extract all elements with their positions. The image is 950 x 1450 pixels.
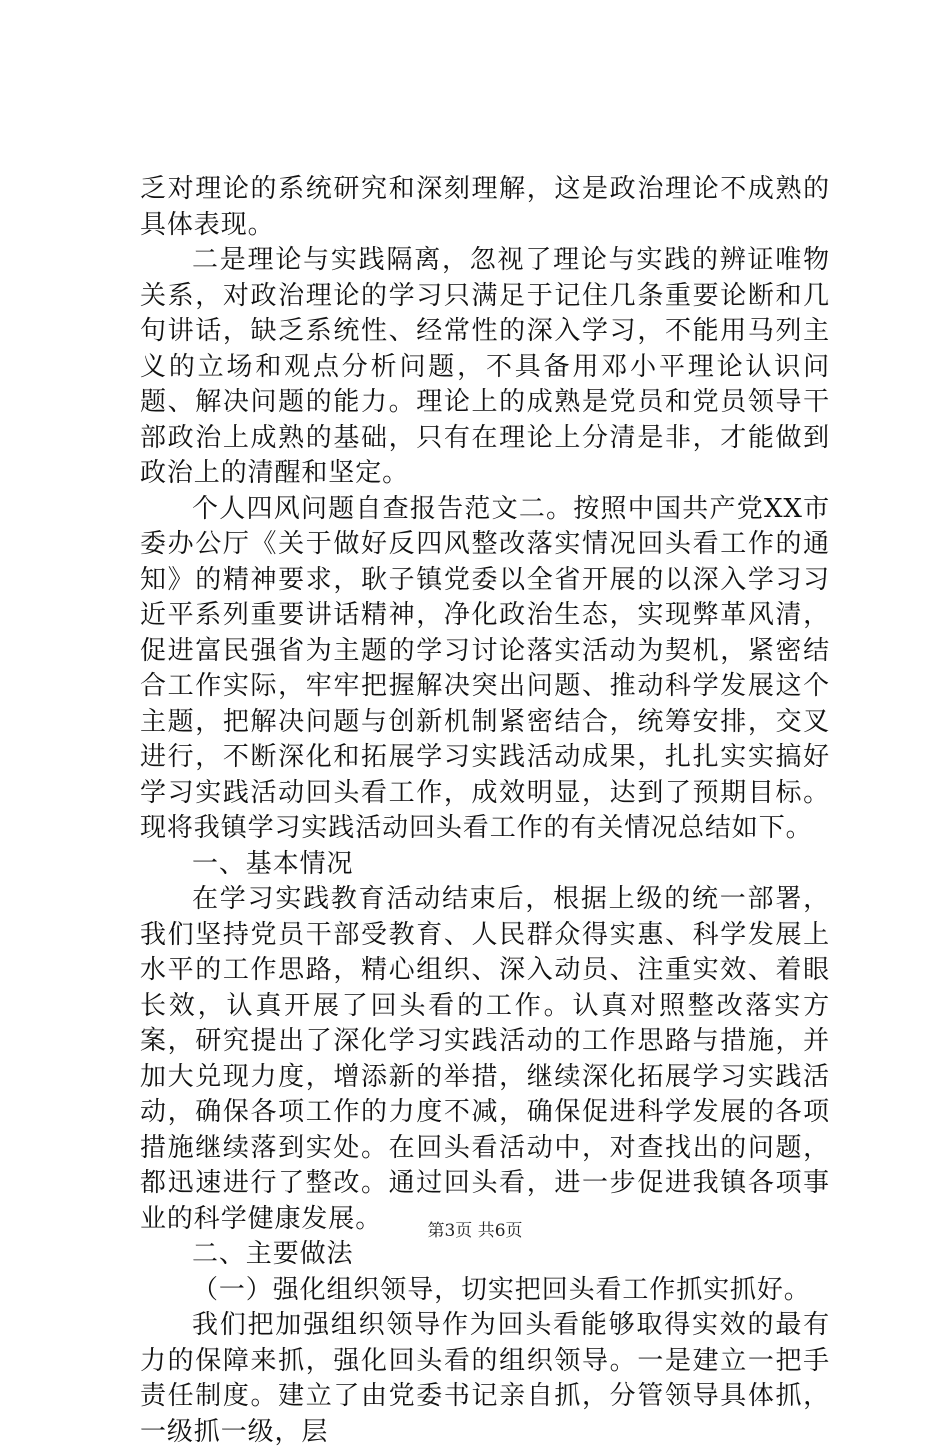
paragraph-1: 乏对理论的系统研究和深刻理解，这是政治理论不成熟的具体表现。 (140, 174, 830, 240)
paragraph-5: 我们把加强组织领导作为回头看能够取得实效的最有力的保障来抓，强化回头看的组织领导。一是建立一把手责任制度。建立了由党委书记亲自抓，分管领导具体抓，一级抓一级，层 (140, 1310, 830, 1447)
paragraph-4: 在学习实践教育活动结束后，根据上级的统一部署，我们坚持党员干部受教育、人民群众得实惠、科学发展上水平的工作思路，精心组织、深入动员、注重实效、着眼长效，认真开展了回头看的工作。认真对照整改落实方案，研究提出了深化学习实践活动的工作思路与措施，并加大兑现力度，增添新的举措，继续深化拓展学习实践活动，确保各项工作的力度不减，确保促进科学发展的各项措施继续落到实处。在回头看活动中，对查找出的问题，都迅速进行了整改。通过回头看，进一步促进我镇各项事业的科学健康发展。 (140, 884, 830, 1234)
page-number-footer: 第3页 共6页 (427, 1221, 523, 1241)
document-body (140, 172, 830, 1450)
section-heading-main-methods: 二、主要做法 (192, 1239, 354, 1269)
subsection-heading-1: （一）强化组织领导，切实把回头看工作抓实抓好。 (192, 1274, 811, 1305)
paragraph-3: 个人四风问题自查报告范文二。按照中国共产党XX市委办公厅《关于做好反四风整改落实情况回头看工作的通知》的精神要求，耿子镇党委以全省开展的以深入学习习近平系列重要讲话精神，净化政治生态，实现弊革风清，促进富民强省为主题的学习讨论落实活动为契机，紧密结合工作实际，牢牢把握解决突出问题、推动科学发展这个主题，把解决问题与创新机制紧密结合，统筹安排，交叉进行，不断深化和拓展学习实践活动成果，扎扎实实搞好学习实践活动回头看工作，成效明显，达到了预期目标。现将我镇学习实践活动回头看工作的有关情况总结如下。 (140, 493, 830, 843)
section-heading-basic-situation: 一、基本情况 (192, 848, 354, 879)
paragraph-2: 二是理论与实践隔离，忽视了理论与实践的辨证唯物关系，对政治理论的学习只满足于记住几条重要论断和几句讲话，缺乏系统性、经常性的深入学习，不能用马列主义的立场和观点分析问题，不具备用邓小平理论认识问题、解决问题的能力。理论上的成熟是党员和党员领导干部政治上成熟的基础，只有在理论上分清是非，才能做到政治上的清醒和坚定。 (140, 245, 830, 488)
